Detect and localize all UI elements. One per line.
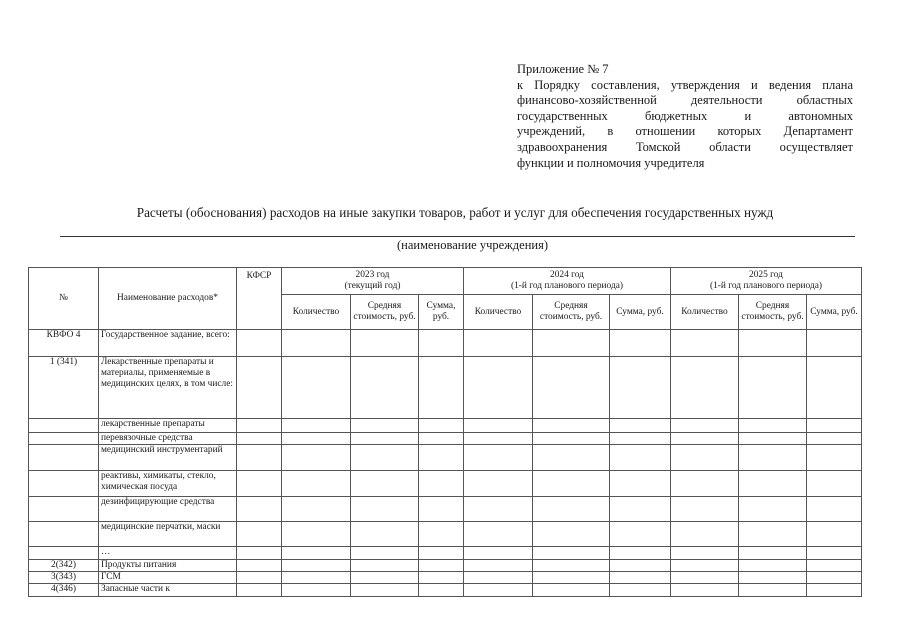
row-num: 4(346) <box>29 584 99 597</box>
row-name: медицинские перчатки, маски <box>99 522 237 547</box>
header-year-2023 <box>282 268 464 295</box>
empty-cell <box>671 584 739 597</box>
empty-cell <box>464 560 533 572</box>
empty-cell <box>282 471 351 497</box>
empty-cell <box>610 445 671 471</box>
row-num: 1 (341) <box>29 357 99 419</box>
empty-cell <box>464 471 533 497</box>
empty-cell <box>610 522 671 547</box>
empty-cell <box>464 419 533 433</box>
row-num <box>29 547 99 560</box>
empty-cell <box>807 497 862 522</box>
year-period: (1-й год планового периода) <box>510 281 624 291</box>
empty-cell <box>533 330 610 357</box>
row-num: 3(343) <box>29 572 99 584</box>
table-row <box>29 433 862 445</box>
appendix-line: к Порядку составления, утверждения и ведения плана <box>517 77 853 92</box>
table-row <box>29 357 862 419</box>
empty-cell <box>739 560 807 572</box>
empty-cell <box>351 445 419 471</box>
row-name: медицинский инструментарий <box>99 445 237 471</box>
empty-cell <box>671 445 739 471</box>
empty-cell <box>237 357 282 419</box>
institution-name-line <box>60 236 855 237</box>
table-row <box>29 330 862 357</box>
empty-cell <box>237 419 282 433</box>
empty-cell <box>419 357 464 419</box>
row-num <box>29 433 99 445</box>
empty-cell <box>464 357 533 419</box>
empty-cell <box>533 433 610 445</box>
empty-cell <box>237 547 282 560</box>
empty-cell <box>610 330 671 357</box>
empty-cell <box>807 419 862 433</box>
empty-cell <box>739 330 807 357</box>
empty-cell <box>739 547 807 560</box>
empty-cell <box>282 419 351 433</box>
empty-cell <box>237 471 282 497</box>
year-label: 2024 год <box>550 270 584 280</box>
header-sum: Сумма, руб. <box>610 295 671 330</box>
row-name: реактивы, химикаты, стекло, химическая посуда <box>99 471 237 497</box>
empty-cell <box>419 497 464 522</box>
header-year-2025 <box>671 268 862 295</box>
empty-cell <box>739 522 807 547</box>
empty-cell <box>419 547 464 560</box>
empty-cell <box>807 560 862 572</box>
empty-cell <box>807 584 862 597</box>
table-row <box>29 547 862 560</box>
empty-cell <box>807 547 862 560</box>
empty-cell <box>671 330 739 357</box>
empty-cell <box>237 560 282 572</box>
empty-cell <box>533 471 610 497</box>
empty-cell <box>807 522 862 547</box>
empty-cell <box>610 471 671 497</box>
empty-cell <box>419 560 464 572</box>
appendix-line: государственных бюджетных и автономных <box>517 108 853 123</box>
empty-cell <box>282 560 351 572</box>
empty-cell <box>671 547 739 560</box>
empty-cell <box>464 584 533 597</box>
empty-cell <box>351 522 419 547</box>
empty-cell <box>419 433 464 445</box>
header-kfsr: КФСР <box>237 268 282 330</box>
header-year-2024 <box>464 268 671 295</box>
empty-cell <box>739 445 807 471</box>
empty-cell <box>533 584 610 597</box>
appendix-line: финансово-хозяйственной деятельности областных <box>517 93 853 108</box>
table-row <box>29 572 862 584</box>
empty-cell <box>419 445 464 471</box>
header-quantity: Количество <box>671 295 739 330</box>
empty-cell <box>464 497 533 522</box>
empty-cell <box>282 357 351 419</box>
empty-cell <box>237 522 282 547</box>
empty-cell <box>610 497 671 522</box>
header-sum: Сумма, руб. <box>807 295 862 330</box>
empty-cell <box>671 560 739 572</box>
empty-cell <box>671 419 739 433</box>
empty-cell <box>610 419 671 433</box>
empty-cell <box>464 572 533 584</box>
empty-cell <box>419 330 464 357</box>
empty-cell <box>419 522 464 547</box>
empty-cell <box>807 357 862 419</box>
empty-cell <box>610 572 671 584</box>
appendix-title: Приложение № 7 <box>517 62 609 76</box>
year-period: (1-й год планового периода) <box>709 281 823 291</box>
empty-cell <box>533 419 610 433</box>
empty-cell <box>739 584 807 597</box>
empty-cell <box>282 433 351 445</box>
empty-cell <box>351 572 419 584</box>
row-num <box>29 471 99 497</box>
empty-cell <box>739 471 807 497</box>
table-row <box>29 584 862 597</box>
empty-cell <box>282 497 351 522</box>
empty-cell <box>282 584 351 597</box>
empty-cell <box>671 522 739 547</box>
header-quantity: Количество <box>282 295 351 330</box>
empty-cell <box>610 433 671 445</box>
row-num: 2(342) <box>29 560 99 572</box>
row-num <box>29 445 99 471</box>
table-row <box>29 471 862 497</box>
table-row <box>29 497 862 522</box>
empty-cell <box>533 572 610 584</box>
empty-cell <box>807 433 862 445</box>
row-name: Государственное задание, всего: <box>99 330 237 357</box>
table-body <box>29 330 862 597</box>
empty-cell <box>237 497 282 522</box>
empty-cell <box>464 433 533 445</box>
empty-cell <box>671 357 739 419</box>
empty-cell <box>533 547 610 560</box>
empty-cell <box>351 330 419 357</box>
empty-cell <box>282 522 351 547</box>
table-row <box>29 522 862 547</box>
row-name: лекарственные препараты <box>99 419 237 433</box>
empty-cell <box>610 584 671 597</box>
appendix-line: функции и полномочия учредителя <box>517 155 705 170</box>
row-name: … <box>99 547 237 560</box>
empty-cell <box>807 471 862 497</box>
expense-table <box>28 267 862 597</box>
empty-cell <box>464 330 533 357</box>
table-row <box>29 445 862 471</box>
document-title: Расчеты (обоснования) расходов на иные закупки товаров, работ и услуг для обеспечения государственных нужд <box>136 205 774 220</box>
table-row <box>29 560 862 572</box>
empty-cell <box>282 572 351 584</box>
empty-cell <box>419 471 464 497</box>
row-num <box>29 419 99 433</box>
institution-name-caption: (наименование учреждения) <box>397 238 548 252</box>
row-name: Запасные части к <box>99 584 237 597</box>
empty-cell <box>237 445 282 471</box>
empty-cell <box>610 547 671 560</box>
empty-cell <box>807 445 862 471</box>
empty-cell <box>351 471 419 497</box>
empty-cell <box>533 497 610 522</box>
empty-cell <box>533 560 610 572</box>
empty-cell <box>807 572 862 584</box>
empty-cell <box>282 445 351 471</box>
row-name: перевязочные средства <box>99 433 237 445</box>
empty-cell <box>351 419 419 433</box>
empty-cell <box>807 330 862 357</box>
empty-cell <box>351 357 419 419</box>
appendix-header <box>517 62 853 171</box>
row-num <box>29 497 99 522</box>
row-name: Лекарственные препараты и материалы, применяемые в медицинских целях, в том числе: <box>99 357 237 419</box>
empty-cell <box>351 584 419 597</box>
empty-cell <box>671 497 739 522</box>
year-label: 2023 год <box>355 270 390 280</box>
header-num: № <box>29 268 99 330</box>
empty-cell <box>464 547 533 560</box>
empty-cell <box>533 445 610 471</box>
empty-cell <box>419 572 464 584</box>
row-name: ГСМ <box>99 572 237 584</box>
header-avg-cost: Средняя стоимость, руб. <box>739 295 807 330</box>
appendix-line: здравоохранения Томской области осуществляет <box>517 139 853 154</box>
empty-cell <box>671 433 739 445</box>
empty-cell <box>351 547 419 560</box>
empty-cell <box>351 497 419 522</box>
empty-cell <box>533 357 610 419</box>
year-period: (текущий год) <box>344 281 401 291</box>
empty-cell <box>610 357 671 419</box>
empty-cell <box>533 522 610 547</box>
year-label: 2025 год <box>749 270 783 280</box>
table-row <box>29 419 862 433</box>
empty-cell <box>419 584 464 597</box>
row-num: КВФО 4 <box>29 330 99 357</box>
empty-cell <box>282 330 351 357</box>
header-avg-cost: Средняя стоимость, руб. <box>533 295 610 330</box>
empty-cell <box>739 497 807 522</box>
header-sum: Сумма, руб. <box>419 295 464 330</box>
row-name: дезинфицирующие средства <box>99 497 237 522</box>
empty-cell <box>237 433 282 445</box>
empty-cell <box>237 572 282 584</box>
empty-cell <box>739 357 807 419</box>
empty-cell <box>237 330 282 357</box>
empty-cell <box>610 560 671 572</box>
empty-cell <box>739 419 807 433</box>
empty-cell <box>739 433 807 445</box>
header-avg-cost: Средняя стоимость, руб. <box>351 295 419 330</box>
row-num <box>29 522 99 547</box>
empty-cell <box>351 560 419 572</box>
row-name: Продукты питания <box>99 560 237 572</box>
empty-cell <box>237 584 282 597</box>
empty-cell <box>351 433 419 445</box>
header-quantity: Количество <box>464 295 533 330</box>
empty-cell <box>419 419 464 433</box>
empty-cell <box>282 547 351 560</box>
empty-cell <box>739 572 807 584</box>
header-name: Наименование расходов* <box>99 268 237 330</box>
empty-cell <box>671 471 739 497</box>
empty-cell <box>464 445 533 471</box>
appendix-line: учреждений, в отношении которых Департамент <box>517 124 853 139</box>
empty-cell <box>671 572 739 584</box>
empty-cell <box>464 522 533 547</box>
